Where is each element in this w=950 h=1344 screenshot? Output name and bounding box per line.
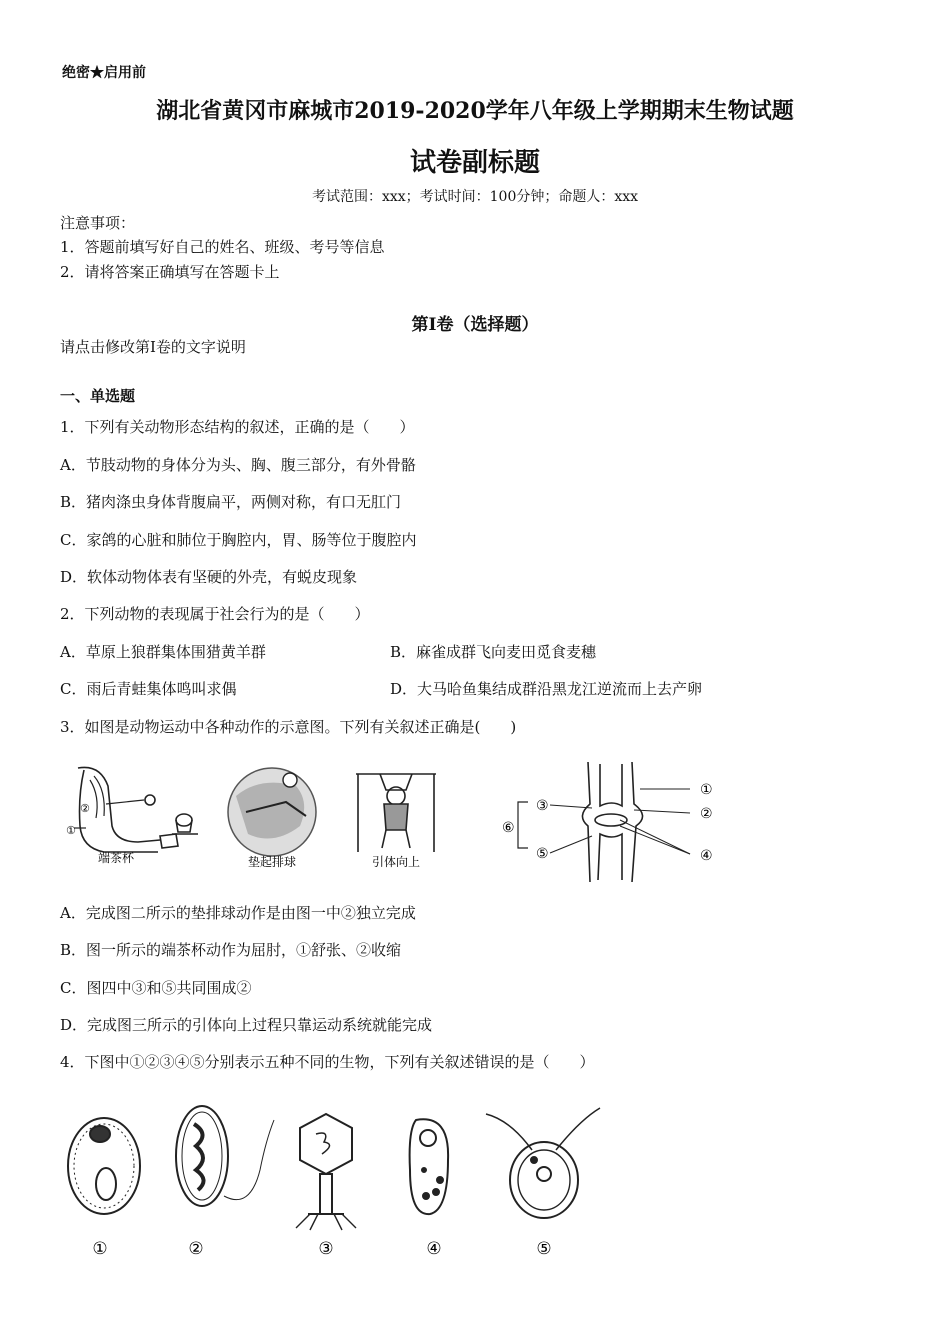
joint-label-3: ③ (536, 798, 549, 814)
section-desc: 请点击修改第I卷的文字说明 (60, 338, 246, 356)
q1-option-b: B．猪肉涤虫身体背腹扁平，两侧对称，有口无肛门 (60, 493, 402, 511)
q3-option-d: D．完成图三所示的引体向上过程只靠运动系统就能完成 (60, 1016, 433, 1034)
fig-caption-volleyball: 垫起排球 (247, 855, 297, 869)
fig-caption-pullup: 引体向上 (371, 855, 421, 869)
q3-figure (60, 756, 730, 886)
q2-option-a: A．草原上狼群集体围猎黄羊群 (60, 643, 266, 661)
q3-option-b: B．图一所示的端茶杯动作为屈肘，①舒张、②收缩 (60, 941, 402, 959)
q1-stem: 1．下列有关动物形态结构的叙述，正确的是（ ） (60, 418, 415, 436)
notes-heading: 注意事项： (60, 214, 136, 232)
section-title: 第I卷（选择题） (411, 315, 539, 335)
organism-label-5: ⑤ (536, 1239, 552, 1259)
organism-label-3: ③ (318, 1239, 334, 1259)
organism-label-1: ① (92, 1239, 108, 1259)
q2-option-d: D．大马哈鱼集结成群沿黑龙江逆流而上去产卵 (390, 680, 703, 698)
q2-option-b: B．麻雀成群飞向麦田觅食麦穗 (390, 643, 597, 661)
part-title: 一、单选题 (60, 387, 136, 405)
q3-option-c: C．图四中③和⑤共同围成② (60, 979, 252, 997)
q1-option-c: C．家鸽的心脏和肺位于胸腔内，胃、肠等位于腹腔内 (60, 531, 417, 549)
q4-figure (60, 1100, 620, 1270)
organism-5-alga (486, 1108, 600, 1218)
arm-cup-illustration (74, 767, 198, 852)
organism-2-bacterium (176, 1106, 274, 1206)
paper-subtitle: 试卷副标题 (409, 148, 540, 178)
pullup-illustration (356, 774, 436, 852)
fig3-label-1: ① (66, 824, 76, 837)
q2-stem: 2．下列动物的表现属于社会行为的是（ ） (60, 605, 370, 623)
fig-caption-tea: 端茶杯 (97, 851, 135, 865)
q1-option-d: D．软体动物体表有坚硬的外壳，有蜕皮现象 (60, 568, 358, 586)
organism-label-4: ④ (426, 1239, 442, 1259)
joint-label-1: ① (700, 782, 713, 798)
q3-stem: 3．如图是动物运动中各种动作的示意图。下列有关叙述正确是( ) (60, 718, 517, 736)
joint-label-2: ② (700, 806, 713, 822)
exam-info: 考试范围：xxx；考试时间：100分钟；命题人：xxx (311, 189, 639, 205)
q4-stem: 4．下图中①②③④⑤分别表示五种不同的生物，下列有关叙述错误的是（ ） (60, 1053, 595, 1071)
joint-diagram (518, 762, 690, 882)
volleyball-illustration (228, 768, 316, 856)
organism-4-protist (410, 1119, 449, 1214)
notes-item-1: 1．答题前填写好自己的姓名、班级、考号等信息 (60, 238, 385, 256)
notes-item-2: 2．请将答案正确填写在答题卡上 (60, 263, 280, 281)
q2-option-c: C．雨后青蛙集体鸣叫求偶 (60, 680, 237, 698)
paper-title: 湖北省黄冈市麻城市2019-2020学年八年级上学期期末生物试题 (156, 98, 794, 124)
q1-option-a: A．节肢动物的身体分为头、胸、腹三部分，有外骨骼 (60, 456, 416, 474)
organism-1-cell (68, 1118, 140, 1214)
organism-label-2: ② (188, 1239, 204, 1259)
fig3-label-2: ② (80, 802, 90, 815)
joint-label-6: ⑥ (502, 820, 515, 836)
organism-3-virus (296, 1114, 356, 1230)
joint-label-5: ⑤ (536, 846, 549, 862)
joint-label-4: ④ (700, 848, 713, 864)
q3-option-a: A．完成图二所示的垫排球动作是由图一中②独立完成 (60, 904, 416, 922)
secret-mark: 绝密★启用前 (62, 65, 146, 81)
